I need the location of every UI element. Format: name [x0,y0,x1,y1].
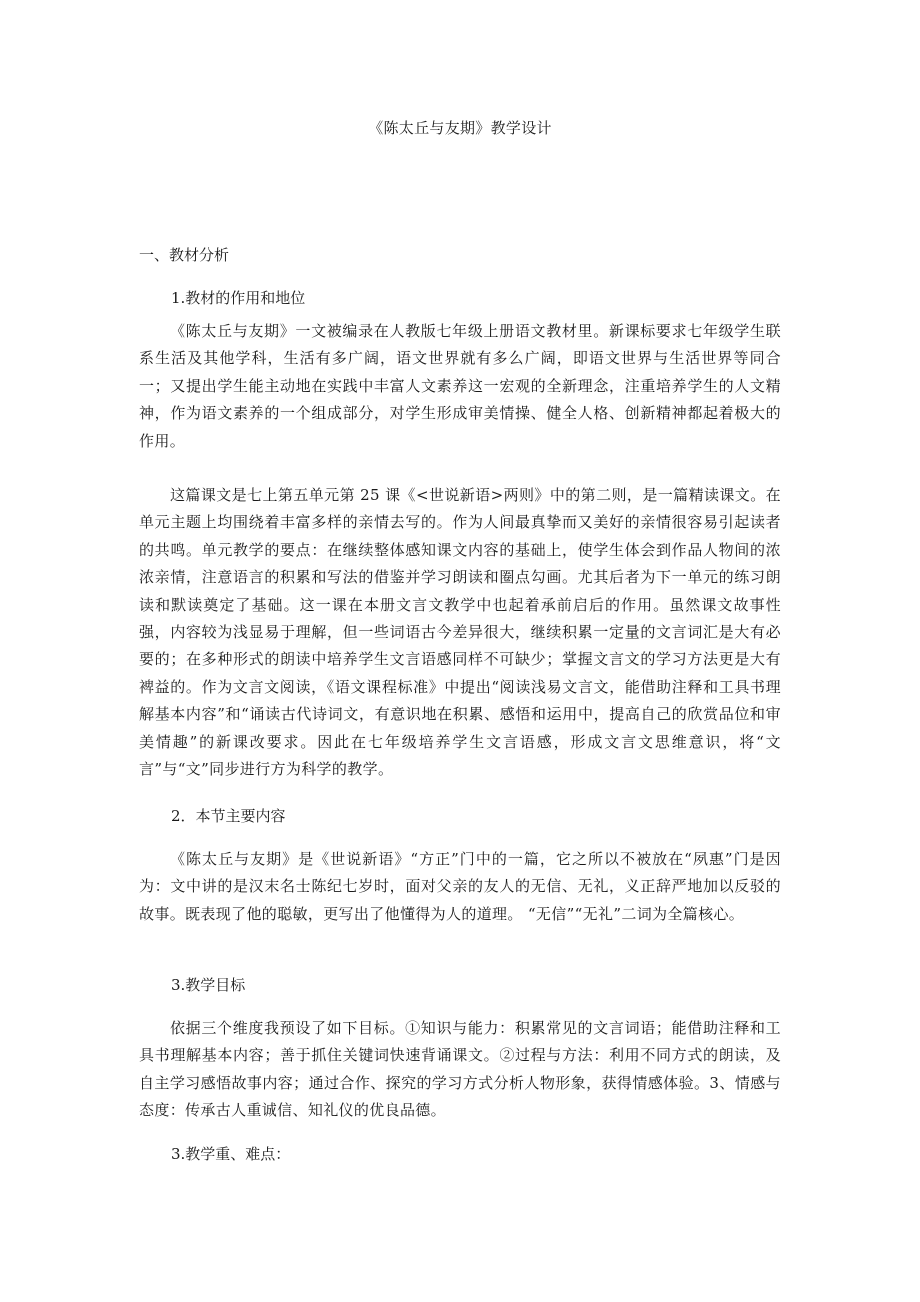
paragraph-teaching-goals: 依据三个维度我预设了如下目标。①知识与能力：积累常见的文言词语；能借助注释和工具书理解基本内容；善于抓住关键词快速背诵课文。②过程与方法：利用不同方式的朗读，及自主学习感悟故事内容；通过合作、探究的学习方式分析人物形象，获得情感体验。3、情感与态度：传承古人重诚信、知礼仪的优良品德。 [139,1019,781,1120]
paragraph-unit-context: 这篇课文是七上第五单元第 25 课《<世说新语>两则》中的第二则，是一篇精读课文。在单元主题上均围绕着丰富多样的亲情去写的。作为人间最真挚而又美好的亲情很容易引起读者的共鸣。单元教学的要点：在继续整体感知课文内容的基础上，使学生体会到作品人物间的浓浓亲情，注意语言的积累和写法的借鉴并学习朗读和圈点勾画。尤其后者为下一单元的练习朗读和默读奠定了基础。这一课在本册文言文教学中也起着承前启后的作用。虽然课文故事性强，内容较为浅显易于理解，但一些词语古今差异很大，继续积累一定量的文言词汇是大有必要的；在多种形式的朗读中培养学生文言语感同样不可缺少；掌握文言文的学习方法更是大有裨益的。作为文言文阅读，《语文课程标准》中提出“阅读浅易文言文，能借助注释和工具书理解基本内容”和“诵读古代诗词文，有意识地在积累、感悟和运用中，提高自己的欣赏品位和审美情趣”的新课改要求。因此在七年级培养学生文言语感，形成文言文思维意识，将“文言”与“文”同步进行方为科学的教学。 [139,486,781,779]
section-heading-materials-analysis: 一、教材分析 [139,246,230,264]
document-title: 《陈太丘与友期》教学设计 [368,119,552,137]
paragraph-role-and-position: 《陈太丘与友期》一文被编录在人教版七年级上册语文教材里。新课标要求七年级学生联系生活及其他学科，生活有多广阔，语文世界就有多么广阔，即语文世界与生活世界等同合一；又提出学生能主动地在实践中丰富人文素养这一宏观的全新理念，注重培养学生的人文精神，作为语文素养的一个组成部分，对学生形成审美情操、健全人格、创新精神都起着极大的作用。 [139,322,781,450]
paragraph-main-content: 《陈太丘与友期》是《世说新语》“方正”门中的一篇，它之所以不被放在“夙惠”门是因为：文中讲的是汉末名士陈纪七岁时，面对父亲的友人的无信、无礼，义正辞严地加以反驳的故事。既表现了他的聪敏，更写出了他懂得为人的道理。 “无信”“无礼”二词为全篇核心。 [139,850,781,923]
subheading-main-content: 2．本节主要内容 [171,807,286,825]
subheading-teaching-goals: 3.教学目标 [171,976,246,994]
subheading-key-difficult-points: 3.教学重、难点： [171,1145,291,1163]
subheading-role-and-position: 1.教材的作用和地位 [171,289,306,307]
